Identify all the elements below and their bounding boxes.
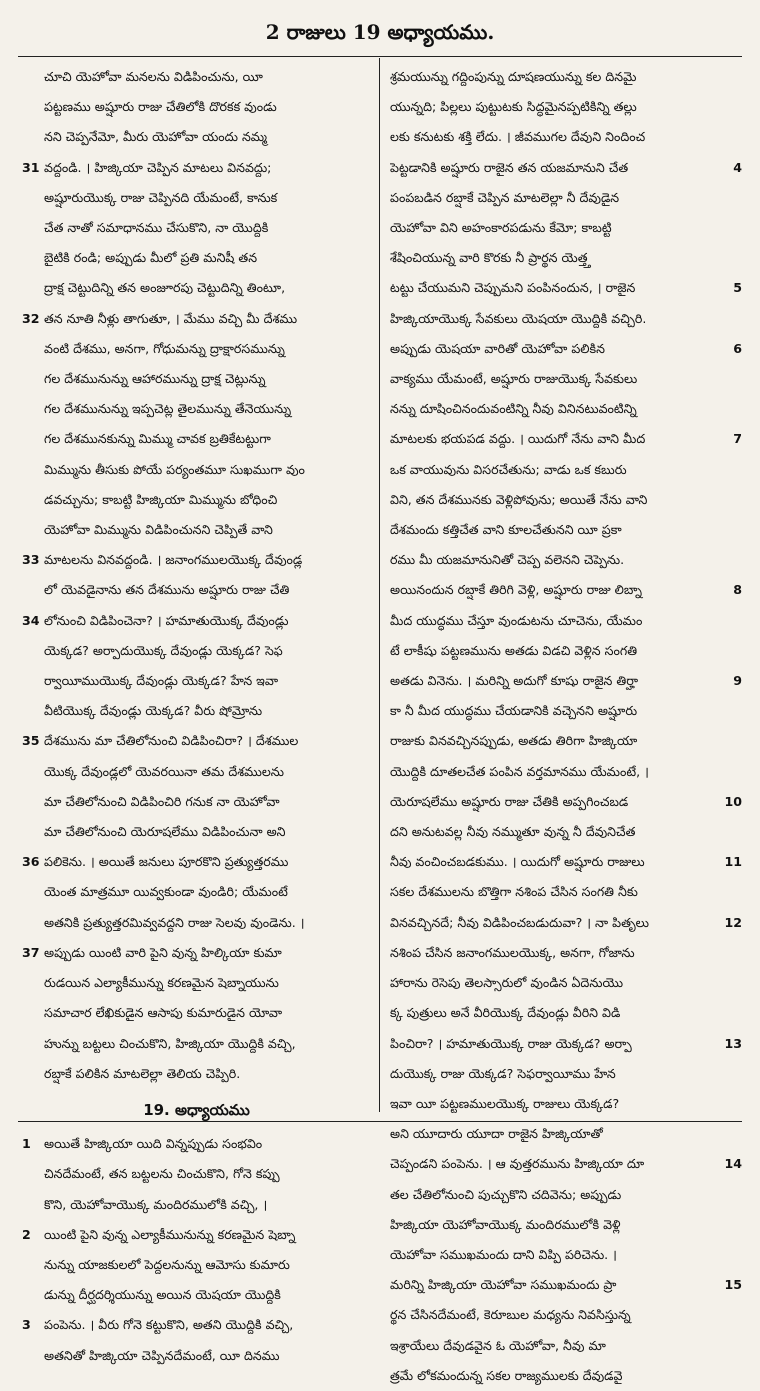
line-text: యెక్కడ? అర్పాదుయొక్క దేవుండ్లు యెక్కడ? సెఫ [44, 642, 283, 658]
line-text: పంపెను. । వీరు గోనె కట్టుకొని, అతని యొద్దికి వచ్చి, [44, 1317, 294, 1333]
verse-number [722, 877, 742, 907]
line-text: అతనితో హిజ్కియా చెప్పినదేమంటే, యీ దినము [44, 1347, 280, 1363]
text-line [22, 213, 371, 243]
line-text: ద్రాక్ష చెట్టుదిన్ని తన అంజూరపు చెట్టుదిన్ని తింటూ, [44, 280, 286, 296]
text-line [390, 243, 742, 273]
text-line [390, 1089, 742, 1119]
line-text: యెహోవా మిమ్మును విడిపించునని చెప్పితే వాని [44, 522, 273, 538]
text-line [390, 847, 742, 877]
verse-number: 34 [22, 612, 40, 628]
text-line [22, 1280, 371, 1310]
text-line [22, 817, 371, 847]
verse-number: 14 [724, 1156, 742, 1172]
right-column [380, 58, 742, 1383]
text-line [390, 1270, 742, 1300]
line-text: డున్ను దీర్ఘదర్శియున్ను అయిన యెషయా యొద్దికి [44, 1287, 281, 1303]
line-text: లో యెవడైనాను తన దేశమును అష్షూరు రాజు చేతి [44, 582, 290, 598]
line-text: మిమ్మును తీసుకు పోయే పర్యంతమూ సుఖముగా వుం [44, 461, 305, 477]
text-line [390, 334, 742, 364]
line-text: ర్వాయీముయొక్క దేవుండ్లు యెక్కడ? హేన ఇవా [44, 673, 279, 689]
verse-number [722, 1300, 742, 1330]
line-text: లకు కనుటకు శక్తి లేదు. । జీవముగల దేవుని నిందించ [390, 129, 646, 145]
line-text: వినవచ్చినదే; నీవు విడిపించబడుదువా? । నా పితృలు [390, 914, 649, 930]
line-text: తల చేతిలోనుంచి పుచ్చుకొని చదివెను; అప్పుడు [390, 1186, 622, 1202]
text-columns [18, 58, 742, 1383]
line-text: అష్షూరుయొక్క రాజు చెప్పినది యేమంటే, కానుక [44, 189, 278, 205]
text-line [22, 1059, 371, 1089]
verse-number [22, 515, 44, 545]
text-line [22, 62, 371, 92]
text-line [390, 908, 742, 938]
line-text: దని అనుటవల్ల నీవు నమ్ముతూ వున్న నీ దేవునిచేత [390, 824, 636, 840]
line-text: యెహోవా విని అహంకారపడును కేమో; కాబట్టి [390, 220, 612, 236]
verse-number [722, 213, 742, 243]
line-text: బైటికి రండి; అప్పుడు మీలో ప్రతి మనిషీ తన [44, 250, 258, 266]
text-line [390, 696, 742, 726]
left-column-lines-after-heading [22, 1129, 371, 1371]
line-text: నశింప చేసిన జనాంగములయొక్క, అనగా, గోజాను [390, 944, 635, 960]
text-line [390, 213, 742, 243]
verse-number [22, 92, 44, 122]
line-text: ఇవా యీ పట్టణములయొక్క రాజులు యెక్కడ? [390, 1095, 620, 1111]
line-text: పెట్టడానికి అష్షూరు రాజైన తన యజమానుని చేత [390, 159, 629, 175]
verse-number: 7 [733, 431, 742, 447]
verse-number: 8 [733, 582, 742, 598]
text-line [390, 1149, 742, 1179]
line-text: నున్ను యాజకులలో పెద్దలనున్ను ఆమోసు కుమారు [44, 1256, 290, 1272]
verse-number [722, 304, 742, 334]
line-text: మరిన్ని హిజ్కియా యెహోవా సముఖమందు ప్రా [390, 1277, 617, 1293]
verse-number: 12 [724, 914, 742, 930]
line-text: గల దేశమునకున్ను మిమ్ము చావక బ్రతికేటట్టుగా [44, 431, 271, 447]
verse-number [722, 938, 742, 968]
text-line [22, 243, 371, 273]
text-line [22, 636, 371, 666]
verse-number [22, 1341, 44, 1371]
line-text: నీవు వంచించబడకుము. । యిదుగో అష్షూరు రాజులు [390, 854, 645, 870]
line-text: పట్టణము అష్షూరు రాజు చేతిలోకి దొరకక వుండు [44, 99, 277, 115]
text-line [22, 394, 371, 424]
text-line [390, 726, 742, 756]
text-line [22, 606, 371, 636]
verse-number [722, 696, 742, 726]
verse-number [722, 726, 742, 756]
text-line [390, 1331, 742, 1361]
text-line [22, 364, 371, 394]
text-line [390, 757, 742, 787]
verse-number [22, 666, 44, 696]
verse-number [22, 817, 44, 847]
verse-number: 35 [22, 733, 40, 749]
verse-number [722, 122, 742, 152]
text-line [22, 424, 371, 454]
verse-number [722, 545, 742, 575]
line-text: వాక్యము యేమంటే, అష్షూరు రాజుయొక్క సేవకులు [390, 371, 638, 387]
line-text: వద్దండి. । హిజ్కియా చెప్పిన మాటలు వినవద్దు; [44, 159, 272, 175]
verse-number: 3 [22, 1317, 31, 1333]
text-line [390, 1059, 742, 1089]
text-line [390, 968, 742, 998]
text-line [390, 424, 742, 454]
verse-number: 32 [22, 310, 40, 326]
verse-number: 37 [22, 944, 40, 960]
line-text: ర్థన చేసినదేమంటే, కెరూబుల మధ్యను నివసిస్తున్న [390, 1307, 631, 1323]
text-line [390, 273, 742, 303]
line-text: యొద్దికి దూతలచేత పంపిన వర్తమానము యేమంటే, । [390, 763, 649, 779]
text-line [22, 908, 371, 938]
verse-number [722, 1059, 742, 1089]
line-text: చెప్పండని పంపెను. । ఆ వుత్తరమును హిజ్కియా దూ [390, 1156, 645, 1172]
line-text: హున్ను బట్టలు చించుకొని, హిజ్కియా యొద్దికి వచ్చి, [44, 1035, 296, 1051]
verse-number [22, 787, 44, 817]
text-line [390, 62, 742, 92]
line-text: యెంత మాత్రమూ యివ్వకుండా వుండిరి; యేమంటే [44, 884, 288, 900]
text-line [390, 1119, 742, 1149]
verse-number [722, 183, 742, 213]
verse-number [722, 1331, 742, 1361]
text-line [390, 1029, 742, 1059]
line-text: యెరూషలేము అష్షూరు రాజు చేతికి అప్పగించబడ [390, 793, 629, 809]
text-line [390, 1300, 742, 1330]
verse-number [22, 62, 44, 92]
verse-number: 31 [22, 159, 40, 175]
line-text: వీటియొక్క దేవుండ్లు యెక్కడ? వీరు షోమ్రోను [44, 703, 263, 719]
line-text: అప్పుడు యెషయా వారితో యెహోవా పలికిన [390, 340, 605, 356]
verse-number [722, 243, 742, 273]
verse-number [722, 62, 742, 92]
verse-number [722, 1240, 742, 1270]
line-text: దుయొక్క రాజు యెక్కడ? సెఫర్వాయీము హేన [390, 1065, 616, 1081]
verse-number [722, 515, 742, 545]
text-line [22, 696, 371, 726]
line-text: యెహోవా సముఖమందు దాని విప్పి పరిచెను. । [390, 1246, 617, 1262]
verse-number: 33 [22, 552, 40, 568]
verse-number [22, 1159, 44, 1189]
text-line [22, 485, 371, 515]
verse-number: 11 [724, 854, 742, 870]
line-text: గల దేశమునున్ను ఆహారమున్ను ద్రాక్ష చెట్లున్ను [44, 371, 266, 387]
running-header [18, 12, 742, 57]
line-text: శ్రమయున్ను గద్దింపున్ను దూషణయున్ను కల దినమై [390, 69, 637, 84]
text-line [390, 787, 742, 817]
text-line [390, 1180, 742, 1210]
left-column-lines-before-heading [22, 62, 371, 1089]
line-text: పంపబడిన రబ్షాకే చెప్పిన మాటలెల్లా నీ దేవుడైన [390, 189, 620, 205]
text-line [390, 1240, 742, 1270]
page-title: 2 రాజులు 19 అధ్యాయము. [265, 19, 495, 44]
text-line [390, 575, 742, 605]
line-text: ఇశ్రాయేలు దేవుడవైన ఓ యెహోవా, నీవు మా [390, 1337, 606, 1353]
text-line [390, 92, 742, 122]
verse-number [22, 334, 44, 364]
text-line [22, 1220, 371, 1250]
line-text: క్క పుత్రులు అనే వీరియొక్క దేవుండ్లు వీరిని విడి [390, 1005, 621, 1021]
verse-number [722, 757, 742, 787]
text-line [390, 1210, 742, 1240]
verse-number [22, 394, 44, 424]
verse-number [22, 424, 44, 454]
verse-number [722, 968, 742, 998]
text-line [22, 575, 371, 605]
verse-number [722, 1361, 742, 1391]
line-text: అతడు వినెను. । మరిన్ని అదుగో కూషు రాజైన తిర్హా [390, 673, 639, 689]
line-text: డవచ్చును; కాబట్టి హిజ్కియా మిమ్మును బోధించి [44, 491, 278, 507]
line-text: టట్టు చేయుమని చెప్పుమని పంపినందున, । రాజైన [390, 280, 636, 296]
line-text: మాటలను వినవద్దండి. । జనాంగములయొక్క దేవుండ్ల [44, 552, 303, 568]
verse-number [722, 1180, 742, 1210]
text-line [390, 606, 742, 636]
text-line [22, 334, 371, 364]
verse-number [22, 455, 44, 485]
text-line [22, 273, 371, 303]
text-line [390, 515, 742, 545]
verse-number [722, 1210, 742, 1240]
line-text: పలికెను. । అయితే జనులు పూరకొని ప్రత్యుత్తరము [44, 854, 289, 870]
text-line [390, 364, 742, 394]
text-line [22, 1190, 371, 1220]
line-text: రబ్షాకే పలికిన మాటలెల్లా తెలియ చెప్పిరి. [44, 1065, 241, 1081]
verse-number: 13 [724, 1035, 742, 1051]
line-text: కా నీ మీద యుద్ధము చేయడానికి వచ్చెనని అష్షూరు [390, 703, 638, 719]
text-line [22, 847, 371, 877]
text-line [22, 1129, 371, 1159]
text-line [22, 757, 371, 787]
line-text: మా చేతిలోనుంచి యెరూషలేము విడిపించునా అని [44, 824, 286, 840]
line-text: సకల దేశములను బొత్తిగా నశింప చేసిన సంగతి నీకు [390, 884, 638, 900]
verse-number: 15 [724, 1277, 742, 1293]
verse-number [22, 877, 44, 907]
verse-number [722, 636, 742, 666]
verse-number [722, 998, 742, 1028]
verse-number [722, 485, 742, 515]
line-text: రము మీ యజమానునితో చెప్ప వలెనని చెప్పెను. [390, 552, 625, 568]
verse-number [722, 92, 742, 122]
text-line [22, 183, 371, 213]
line-text: అని యూదారు యూదా రాజైన హిజ్కియాతో [390, 1126, 603, 1142]
text-line [22, 304, 371, 334]
line-text: నన్ను దూషించినందువంటిన్ని నీవు వినినటువంటిన్ని [390, 401, 637, 417]
line-text: రాజుకు వినవచ్చినప్పుడు, అతడు తిరిగా హిజ్కియా [390, 733, 638, 749]
text-line [22, 666, 371, 696]
line-text: వంటి దేశము, అనగా, గోధుమన్ను ద్రాక్షారసమున్ను [44, 340, 285, 356]
text-line [22, 877, 371, 907]
verse-number [722, 455, 742, 485]
line-text: విని, తన దేశమునకు వెళ్లిపోవును; అయితే నేను వాని [390, 491, 648, 507]
verse-number [22, 183, 44, 213]
line-text: మాటలకు భయపడ వద్దు. । యిదుగో నేను వాని మీద [390, 431, 646, 447]
verse-number: 5 [733, 280, 742, 296]
verse-number [22, 1280, 44, 1310]
text-line [22, 455, 371, 485]
verse-number [22, 696, 44, 726]
right-column-lines [390, 62, 742, 1391]
line-text: అయినందున రబ్షాకే తిరిగి వెళ్లి, అష్షూరు రాజు లిబ్నా [390, 582, 642, 598]
text-line [22, 515, 371, 545]
verse-number [22, 485, 44, 515]
line-text: నని చెప్పనేమో, మీరు యెహోవా యందు నమ్మ [44, 129, 268, 145]
verse-number [22, 1190, 44, 1220]
verse-number [722, 1119, 742, 1149]
bible-page [18, 12, 742, 1383]
verse-number [22, 364, 44, 394]
verse-number [722, 606, 742, 636]
verse-number [722, 394, 742, 424]
verse-number [22, 1250, 44, 1280]
text-line [22, 998, 371, 1028]
line-text: యింటి పైని వున్న ఎల్యాకీమునున్ను కరణమైన షెబ్నా [44, 1226, 296, 1242]
line-text: కొని, యెహోవాయొక్క మందిరములోకి వచ్చి, । [44, 1196, 268, 1212]
text-line [390, 545, 742, 575]
text-line [390, 666, 742, 696]
line-text: హిజ్కియా యెహోవాయొక్క మందిరములోకి వెళ్లి [390, 1216, 621, 1232]
text-line [390, 485, 742, 515]
text-line [390, 998, 742, 1028]
text-line [22, 153, 371, 183]
verse-number [722, 364, 742, 394]
line-text: యొక్క దేవుండ్లలో యెవరయినా తమ దేశములను [44, 763, 284, 779]
text-line [22, 726, 371, 756]
verse-number [22, 757, 44, 787]
verse-number [22, 213, 44, 243]
line-text: లోనుంచి విడిపించెనా? । హమాతుయొక్క దేవుండ్లు [44, 612, 289, 628]
left-column [18, 58, 380, 1363]
line-text: గల దేశమునున్ను ఇప్పచెట్ల తైలమున్ను తేనెయున్ను [44, 401, 292, 417]
verse-number: 9 [733, 673, 742, 689]
text-line [22, 968, 371, 998]
text-line [390, 122, 742, 152]
line-text: అప్పుడు యింటి వారి పైని వున్న హిల్కియా కుమా [44, 944, 282, 960]
text-line [22, 1310, 371, 1340]
chapter-heading: 19. అధ్యాయము [143, 1100, 250, 1119]
text-line [390, 394, 742, 424]
line-text: అతనికి ప్రత్యుత్తరమివ్వవద్దని రాజు సెలవు వుండెను. । [44, 914, 305, 930]
verse-number [722, 817, 742, 847]
text-line [22, 1250, 371, 1280]
line-text: ఒక వాయువును విసరచేతును; వాడు ఒక కబురు [390, 461, 627, 477]
text-line [390, 636, 742, 666]
verse-number [22, 968, 44, 998]
line-text: చేత నాతో సమాధానము చేసుకొని, నా యొద్దికి [44, 220, 269, 236]
verse-number [722, 1089, 742, 1119]
verse-number [22, 122, 44, 152]
bottom-rule [18, 1121, 742, 1122]
line-text: మా చేతిలోనుంచి విడిపించిరి గనుక నా యెహోవా [44, 793, 280, 809]
text-line [22, 122, 371, 152]
verse-number: 2 [22, 1226, 31, 1242]
line-text: మీద యుద్ధము చేస్తూ వుండుటను చూచెను, యేమం [390, 612, 643, 628]
text-line [22, 92, 371, 122]
text-line [22, 1341, 371, 1371]
verse-number [22, 1059, 44, 1089]
line-text: చూచి యెహోవా మనలను విడిపించును, యీ [44, 69, 263, 84]
text-line [22, 545, 371, 575]
line-text: తన నూతి నీళ్లు తాగుతూ, । మేము వచ్చి మీ దేశము [44, 310, 298, 326]
text-line [390, 1361, 742, 1391]
verse-number [22, 243, 44, 273]
line-text: హిజ్కియాయొక్క సేవకులు యెషయా యొద్దికి వచ్చిరి. [390, 310, 647, 326]
verse-number [22, 908, 44, 938]
line-text: శేషించియున్న వారి కొరకు నీ ప్రార్థన యెత్త్త [390, 250, 592, 266]
text-line [390, 877, 742, 907]
verse-number: 6 [733, 340, 742, 356]
verse-number: 1 [22, 1136, 31, 1152]
line-text: దేశమును మా చేతిలోనుంచి విడిపించిరా? । దేశముల [44, 733, 299, 749]
line-text: దేశమందు కత్తిచేత వాని కూలచేతునని యీ ప్రకా [390, 522, 622, 538]
line-text: పించిరా? । హమాతుయొక్క రాజు యెక్కడ? అర్పా [390, 1035, 632, 1051]
text-line [22, 1029, 371, 1059]
verse-number: 36 [22, 854, 40, 870]
verse-number [22, 575, 44, 605]
verse-number [22, 636, 44, 666]
text-line [22, 938, 371, 968]
line-text: త్రమే లోకమందున్న సకల రాజ్యములకు దేవుడవై [390, 1367, 623, 1383]
line-text: యున్నది; పిల్లలు పుట్టుటకు సిద్ధమైనప్పటికిన్ని తల్లు [390, 99, 637, 115]
verse-number [22, 998, 44, 1028]
line-text: చినదేమంటే, తన బట్టలను చించుకొని, గోనె కప్పు [44, 1166, 280, 1182]
verse-number [22, 273, 44, 303]
text-line [390, 455, 742, 485]
text-line [22, 787, 371, 817]
line-text: టే లాకీషు పట్టణమును అతడు విడచి వెళ్లిన సంగతి [390, 642, 638, 658]
line-text: హారాను రెసెపు తెలస్సారులో వుండిన ఏదెనుయొ [390, 975, 624, 991]
text-line [390, 153, 742, 183]
verse-number [22, 1029, 44, 1059]
line-text: అయితే హిజ్కియా యిది విన్నప్పుడు సంభవిం [44, 1136, 263, 1152]
text-line [390, 304, 742, 334]
text-line [390, 938, 742, 968]
line-text: రుడయిన ఎల్యాకీమున్ను కరణమైన షెబ్నాయును [44, 975, 279, 991]
verse-number: 10 [724, 793, 742, 809]
line-text: సమాచార లేఖికుడైన ఆసాపు కుమారుడైన యోవా [44, 1005, 283, 1021]
text-line [390, 183, 742, 213]
text-line [390, 817, 742, 847]
verse-number: 4 [733, 159, 742, 175]
text-line [22, 1159, 371, 1189]
